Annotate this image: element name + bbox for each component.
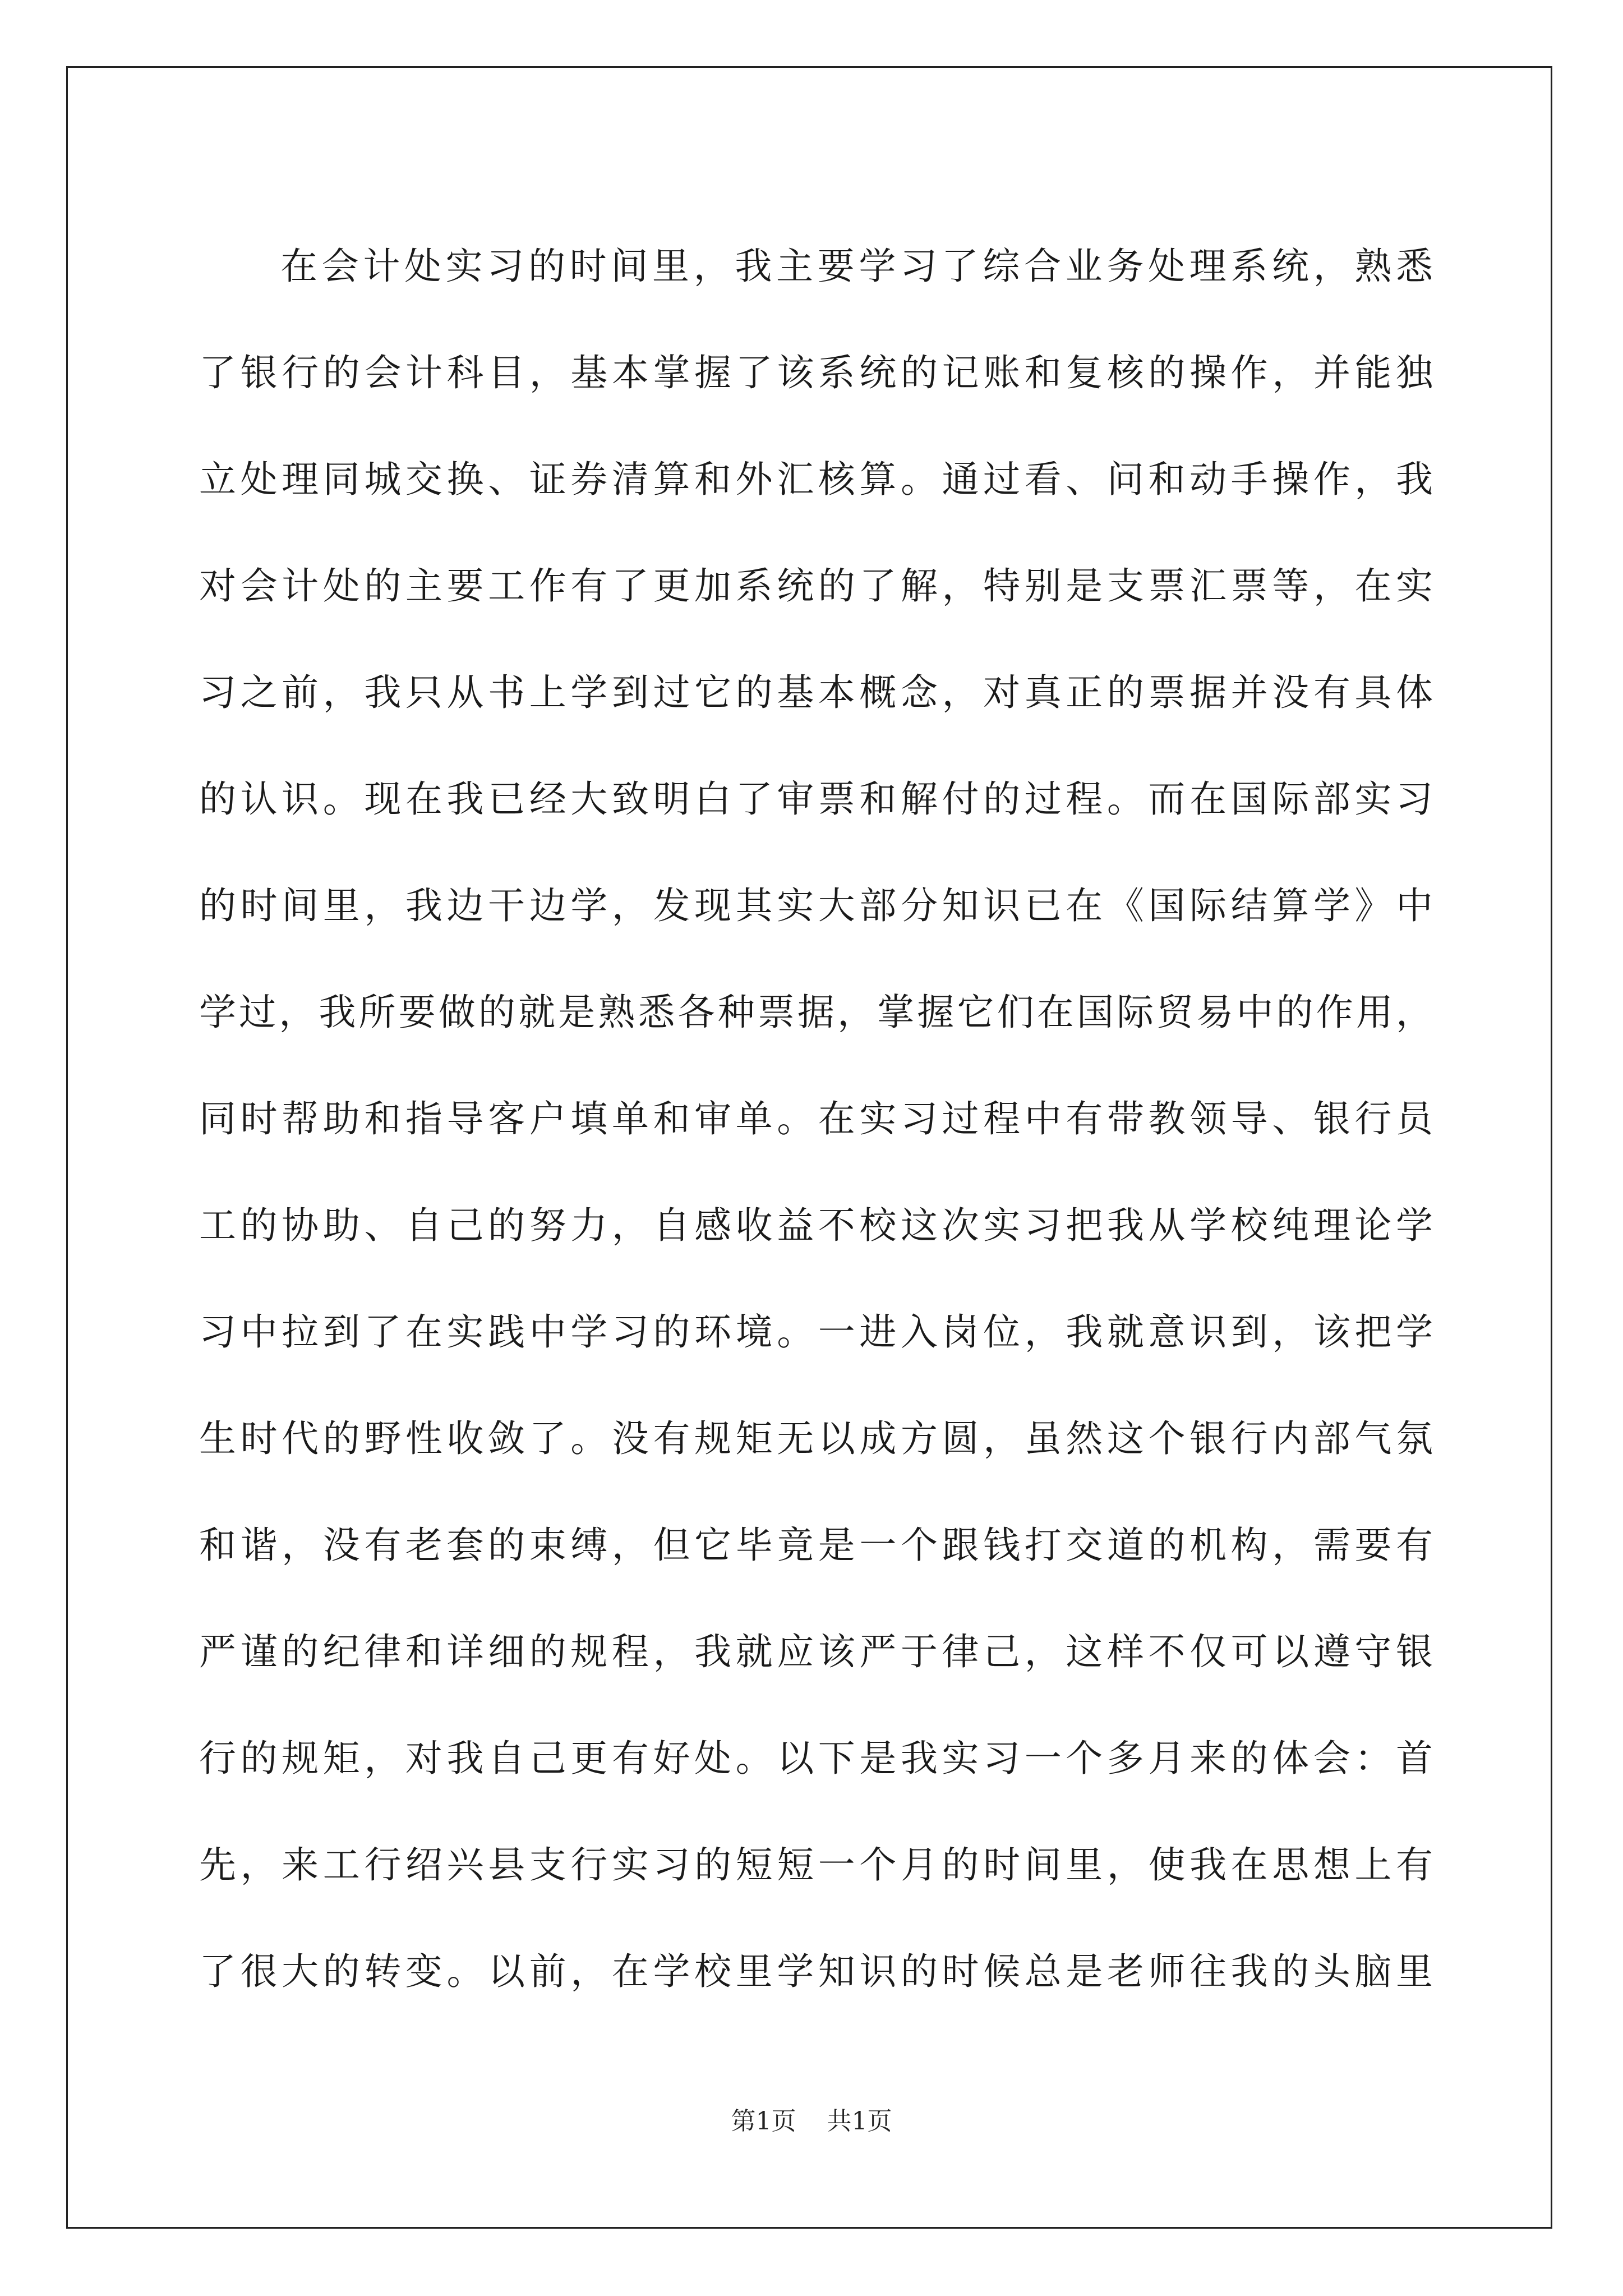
text-line-17: 了很大的转变。以前，在学校里学知识的时候总是老师往我的头脑里 bbox=[199, 1950, 1433, 1993]
text-line-5: 习之前，我只从书上学到过它的基本概念，对真正的票据并没有具体 bbox=[199, 671, 1433, 714]
text-line-9: 同时帮助和指导客户填单和审单。在实习过程中有带教领导、银行员 bbox=[199, 1097, 1433, 1140]
text-line-3: 立处理同城交换、证券清算和外汇核算。通过看、问和动手操作，我 bbox=[199, 458, 1433, 501]
text-line-4: 对会计处的主要工作有了更加系统的了解，特别是支票汇票等，在实 bbox=[199, 564, 1433, 608]
text-line-2: 了银行的会计科目，基本掌握了该系统的记账和复核的操作，并能独 bbox=[199, 351, 1433, 394]
document-body bbox=[199, 213, 1433, 2025]
text-line-10: 工的协助、自己的努力，自感收益不校这次实习把我从学校纯理论学 bbox=[199, 1204, 1433, 1247]
page-footer bbox=[0, 2101, 1623, 2137]
text-line-7: 的时间里，我边干边学，发现其实大部分知识已在《国际结算学》中 bbox=[199, 884, 1433, 927]
text-line-15: 行的规矩，对我自己更有好处。以下是我实习一个多月来的体会：首 bbox=[199, 1737, 1433, 1780]
page-number: 第1页 bbox=[731, 2107, 796, 2136]
text-line-13: 和谐，没有老套的束缚，但它毕竟是一个跟钱打交道的机构，需要有 bbox=[199, 1524, 1433, 1567]
text-line-1: 在会计处实习的时间里，我主要学习了综合业务处理系统，熟悉 bbox=[280, 245, 1433, 288]
text-line-6: 的认识。现在我已经大致明白了审票和解付的过程。而在国际部实习 bbox=[199, 777, 1433, 821]
page-total: 共1页 bbox=[827, 2107, 892, 2136]
text-line-11: 习中拉到了在实践中学习的环境。一进入岗位，我就意识到，该把学 bbox=[199, 1310, 1433, 1354]
text-line-8: 学过，我所要做的就是熟悉各种票据，掌握它们在国际贸易中的作用， bbox=[199, 991, 1433, 1034]
text-line-14: 严谨的纪律和详细的规程，我就应该严于律己，这样不仅可以遵守银 bbox=[199, 1630, 1433, 1673]
text-line-16: 先，来工行绍兴县支行实习的短短一个月的时间里，使我在思想上有 bbox=[199, 1843, 1433, 1887]
text-line-12: 生时代的野性收敛了。没有规矩无以成方圆，虽然这个银行内部气氛 bbox=[199, 1417, 1433, 1460]
